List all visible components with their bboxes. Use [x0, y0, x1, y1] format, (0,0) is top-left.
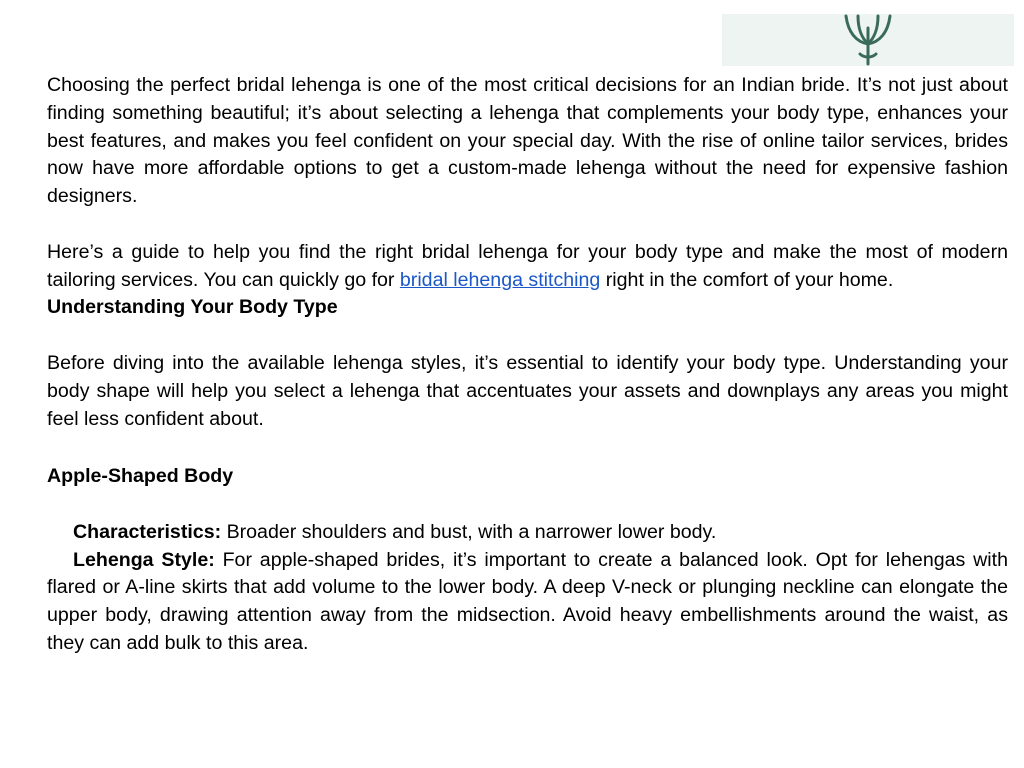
article-body	[47, 72, 1008, 658]
body-type-paragraph: Before diving into the available lehenga styles, it’s essential to identify your body type. Understanding your body shape will help you select a lehenga that accentuates your assets and downplays any areas you might feel less confident about.	[47, 351, 1008, 430]
characteristics-paragraph	[47, 519, 1008, 547]
lehenga-style-label: Lehenga Style:	[73, 548, 215, 571]
bridal-lehenga-stitching-link[interactable]: bridal lehenga stitching	[399, 268, 601, 291]
characteristics-text: Broader shoulders and bust, with a narrower lower body.	[221, 520, 717, 543]
guide-paragraph	[47, 239, 1008, 295]
intro-paragraph: Choosing the perfect bridal lehenga is one of the most critical decisions for an Indian bride. It’s not just about finding something beautiful; it’s about selecting a lehenga that complements your body type, enhances your best features, and makes you feel confident on your special day. With the rise of online tailor services, brides now have more affordable options to get a custom-made lehenga without the need for expensive fashion designers.	[47, 74, 1008, 208]
lehenga-style-paragraph	[47, 547, 1008, 658]
trident-logo-icon	[836, 14, 900, 66]
characteristics-label: Characteristics:	[73, 520, 222, 543]
heading-understanding-body-type: Understanding Your Body Type	[47, 296, 338, 319]
heading-apple-shaped-body: Apple-Shaped Body	[47, 465, 234, 488]
guide-text-before-link: Here’s a guide to help you find the right bridal lehenga for your body type and make the most of modern tailoring services. You can quickly go for	[47, 240, 1008, 291]
guide-text-after-link: right in the comfort of your home.	[600, 268, 894, 291]
logo-banner	[722, 14, 1014, 66]
lehenga-style-text: For apple-shaped brides, it’s important to create a balanced look. Opt for lehengas with flared or A-line skirts that add volume to the lower body. A deep V-neck or plunging neckline can elongate the upper body, drawing attention away from the midsection. Avoid heavy embellishments around the waist, as they can add bulk to this area.	[47, 548, 1008, 654]
